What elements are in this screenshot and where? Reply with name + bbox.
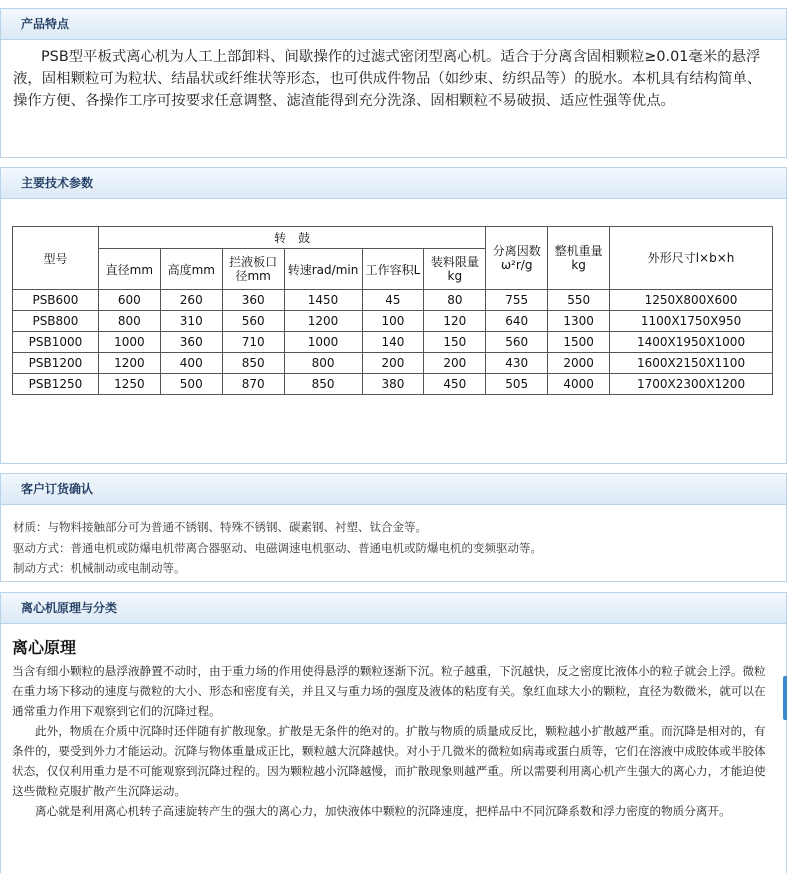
cell-height: 260: [160, 290, 222, 311]
principle-panel: [0, 592, 787, 873]
header-weight: 整机重量kg: [548, 227, 610, 290]
header-model: 型号: [13, 227, 99, 290]
cell-factor: 755: [486, 290, 548, 311]
cell-dims: 1400X1950X1000: [610, 332, 773, 353]
product-features-text: PSB型平板式离心机为人工上部卸料、间歇操作的过滤式密闭型离心机。适合于分离含固相颗粒≥0.01毫米的悬浮液，固相颗粒可为粒状、结晶状或纤维状等形态，也可供成件物品（如纱束、纺织品等）的脱水。本机具有结构简单、操作方便、各操作工序可按要求任意调整、滤渣能得到充分洗涤、固相颗粒不易破损、适应性强等优点。: [13, 49, 762, 109]
product-features-heading: 产品特点: [1, 9, 786, 40]
principle-paragraph-3: 离心就是利用离心机转子高速旋转产生的强大的离心力，加快液体中颗粒的沉降速度，把样品中不同沉降系数和浮力密度的物质分离开。: [35, 804, 731, 818]
product-features-panel: [0, 8, 787, 158]
cell-model: PSB800: [13, 311, 99, 332]
cell-factor: 560: [486, 332, 548, 353]
cell-dims: 1600X2150X1100: [610, 353, 773, 374]
table-row: [13, 290, 773, 311]
cell-speed: 1000: [284, 332, 362, 353]
cell-volume: 200: [362, 353, 424, 374]
cell-speed: 850: [284, 374, 362, 395]
cell-opening: 360: [222, 290, 284, 311]
principle-body: [12, 661, 774, 821]
header-load: 装料限量kg: [424, 249, 486, 290]
cell-weight: 1500: [548, 332, 610, 353]
cell-speed: 1450: [284, 290, 362, 311]
cell-load: 120: [424, 311, 486, 332]
table-row: [13, 353, 773, 374]
cell-speed: 800: [284, 353, 362, 374]
cell-load: 150: [424, 332, 486, 353]
header-dims: 外形尺寸l×b×h: [610, 227, 773, 290]
cell-volume: 380: [362, 374, 424, 395]
order-confirm-panel: [0, 473, 787, 582]
cell-factor: 640: [486, 311, 548, 332]
cell-diameter: 1250: [98, 374, 160, 395]
side-float-tab[interactable]: [783, 676, 787, 720]
cell-weight: 4000: [548, 374, 610, 395]
cell-dims: 1100X1750X950: [610, 311, 773, 332]
cell-volume: 140: [362, 332, 424, 353]
cell-diameter: 1000: [98, 332, 160, 353]
specs-table: [12, 226, 773, 395]
cell-height: 310: [160, 311, 222, 332]
cell-weight: 1300: [548, 311, 610, 332]
cell-speed: 1200: [284, 311, 362, 332]
cell-diameter: 1200: [98, 353, 160, 374]
table-row: [13, 332, 773, 353]
cell-height: 400: [160, 353, 222, 374]
cell-opening: 850: [222, 353, 284, 374]
header-diameter: 直径mm: [98, 249, 160, 290]
table-row: [13, 311, 773, 332]
principle-paragraph-1: 当含有细小颗粒的悬浮液静置不动时，由于重力场的作用使得悬浮的颗粒逐渐下沉。粒子越重，下沉越快，反之密度比液体小的粒子就会上浮。微粒在重力场下移动的速度与微粒的大小、形态和密度有关，并且又与重力场的强度及液体的粘度有关。象红血球大小的颗粒，直径为数微米，就可以在通常重力作用下观察到它们的沉降过程。: [12, 664, 766, 718]
principle-paragraph-2: 此外，物质在介质中沉降时还伴随有扩散现象。扩散是无条件的绝对的。扩散与物质的质量成反比，颗粒越小扩散越严重。而沉降是相对的，有条件的，要受到外力才能运动。沉降与物体重量成正比，颗粒越大沉降越快。对小于几微米的微粒如病毒或蛋白质等，它们在溶液中成胶体或半胶体状态，仅仅利用重力是不可能观察到沉降过程的。因为颗粒越小沉降越慢，而扩散现象则越严重。所以需要利用离心机产生强大的离心力，才能迫使这些微粒克服扩散产生沉降运动。: [12, 724, 766, 798]
header-speed: 转速rad/min: [284, 249, 362, 290]
cell-model: PSB1200: [13, 353, 99, 374]
cell-diameter: 600: [98, 290, 160, 311]
cell-volume: 45: [362, 290, 424, 311]
header-drum: 转 鼓: [98, 227, 485, 249]
cell-load: 80: [424, 290, 486, 311]
cell-opening: 560: [222, 311, 284, 332]
cell-factor: 505: [486, 374, 548, 395]
order-brake: 制动方式：机械制动或电制动等。: [13, 561, 186, 575]
cell-model: PSB600: [13, 290, 99, 311]
tech-specs-panel: [0, 167, 787, 464]
principle-title: 离心原理: [12, 638, 77, 657]
table-row: [13, 374, 773, 395]
cell-dims: 1250X800X600: [610, 290, 773, 311]
header-volume: 工作容积L: [362, 249, 424, 290]
cell-weight: 2000: [548, 353, 610, 374]
cell-factor: 430: [486, 353, 548, 374]
header-opening: 拦液板口径mm: [222, 249, 284, 290]
cell-diameter: 800: [98, 311, 160, 332]
cell-volume: 100: [362, 311, 424, 332]
tech-specs-heading: 主要技术参数: [1, 168, 786, 199]
cell-load: 450: [424, 374, 486, 395]
order-confirm-list: [13, 517, 786, 579]
cell-height: 500: [160, 374, 222, 395]
cell-dims: 1700X2300X1200: [610, 374, 773, 395]
order-drive: 驱动方式：普通电机或防爆电机带离合器驱动、电磁调速电机驱动、普通电机或防爆电机的变频驱动等。: [13, 540, 542, 555]
cell-model: PSB1000: [13, 332, 99, 353]
cell-height: 360: [160, 332, 222, 353]
order-confirm-heading: 客户订货确认: [1, 474, 786, 505]
cell-load: 200: [424, 353, 486, 374]
principle-heading: 离心机原理与分类: [1, 593, 786, 624]
header-height: 高度mm: [160, 249, 222, 290]
cell-opening: 710: [222, 332, 284, 353]
order-material: 材质：与物料接触部分可为普通不锈钢、特殊不锈钢、碳素钢、衬塑、钛合金等。: [13, 520, 427, 534]
cell-model: PSB1250: [13, 374, 99, 395]
header-factor: 分离因数ω²r/g: [486, 227, 548, 290]
cell-opening: 870: [222, 374, 284, 395]
cell-weight: 550: [548, 290, 610, 311]
